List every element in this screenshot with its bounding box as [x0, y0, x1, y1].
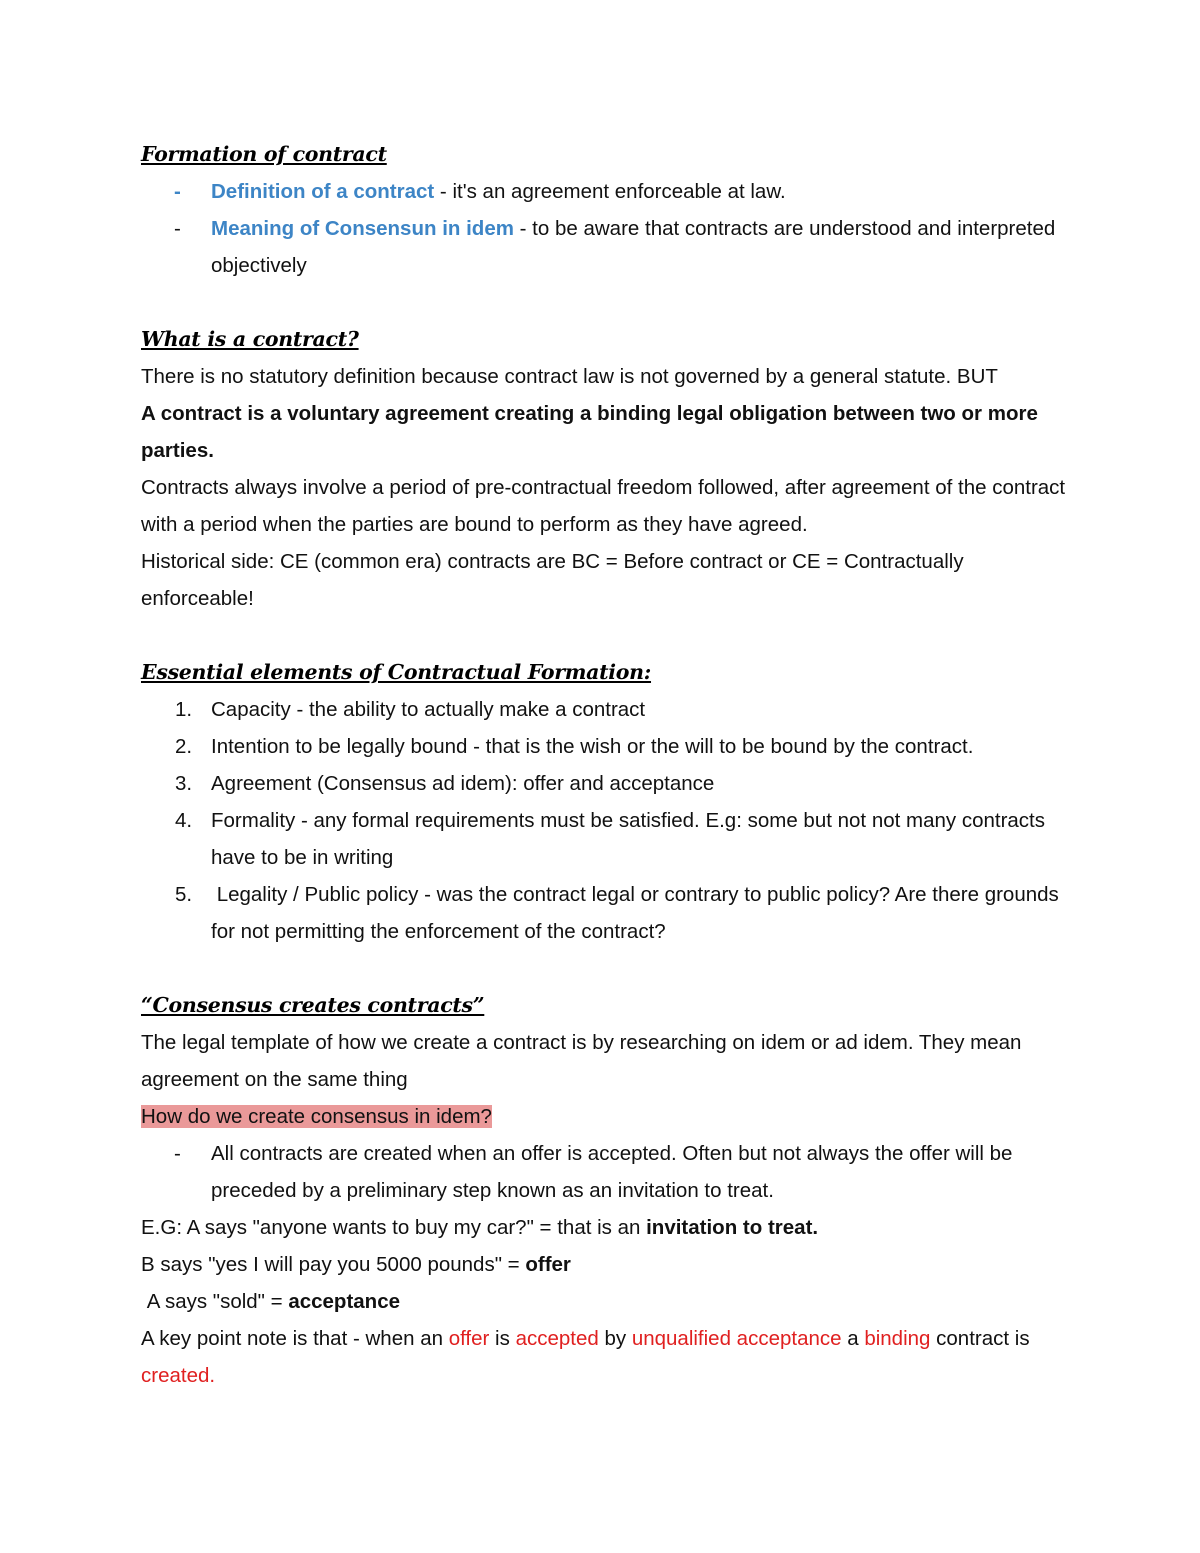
- item-text: All contracts are created when an offer is accepted. Often but not always the offer will be preceded by a preliminary step known as an invitation to treat.: [211, 1142, 1013, 1202]
- key-text: contract is: [930, 1327, 1030, 1350]
- example-bold: offer: [525, 1253, 571, 1276]
- example-text: B says "yes I will pay you 5000 pounds" =: [141, 1253, 526, 1276]
- list-item: [141, 1135, 1071, 1209]
- document-page: [141, 130, 1071, 1394]
- numbered-item: [141, 765, 1071, 802]
- bullet-dash: -: [174, 1142, 181, 1165]
- paragraph-legal-template: The legal template of how we create a contract is by researching on idem or ad idem. They mean agreement on the same thing: [141, 1031, 1022, 1091]
- term-definition: Definition of a contract: [211, 180, 435, 203]
- key-red-created: created.: [141, 1364, 216, 1387]
- key-red-unqualified: unqualified acceptance: [631, 1327, 842, 1350]
- paragraph-key-point: [141, 1320, 1071, 1394]
- highlight-text: How do we create consensus in idem?: [141, 1105, 492, 1128]
- key-text: A key point note is that - when an: [141, 1327, 449, 1350]
- paragraph-historical-side: Historical side: CE (common era) contracts are BC = Before contract or CE = Contractually enforceable!: [141, 550, 964, 610]
- key-red-offer: offer: [448, 1327, 490, 1350]
- heading-formation-of-contract: Formation of contract: [141, 142, 387, 166]
- example-acceptance: [141, 1283, 1071, 1320]
- example-bold: invitation to treat.: [646, 1216, 819, 1239]
- bullet-dash: -: [174, 217, 181, 240]
- item-number: 2.: [175, 735, 193, 758]
- paragraph-no-statutory-definition: There is no statutory definition because contract law is not governed by a general statute. BUT: [141, 365, 998, 388]
- key-text: a: [841, 1327, 865, 1350]
- key-text: by: [598, 1327, 632, 1350]
- heading-consensus-creates-contracts: “Consensus creates contracts”: [141, 993, 485, 1017]
- example-bold: acceptance: [288, 1290, 400, 1313]
- example-offer: [141, 1246, 1071, 1283]
- item-text: Formality - any formal requirements must be satisfied. E.g: some but not not many contracts have to be in writing: [211, 809, 1046, 869]
- bullet-dash: -: [174, 180, 181, 203]
- paragraph-contract-definition: A contract is a voluntary agreement creating a binding legal obligation between two or more parties.: [141, 402, 1038, 462]
- item-text: Agreement (Consensus ad idem): offer and acceptance: [211, 772, 715, 795]
- list-item: [141, 210, 1071, 284]
- item-number: 3.: [175, 772, 193, 795]
- term-definition-text: - it's an agreement enforceable at law.: [434, 180, 786, 203]
- example-text: E.G: A says "anyone wants to buy my car?" = that is an: [141, 1216, 647, 1239]
- numbered-item: [141, 691, 1071, 728]
- item-number: 4.: [175, 809, 193, 832]
- key-red-accepted: accepted: [515, 1327, 599, 1350]
- item-text: Intention to be legally bound - that is the wish or the will to be bound by the contract.: [211, 735, 974, 758]
- item-number: 5.: [175, 883, 193, 906]
- numbered-item: [141, 728, 1071, 765]
- highlighted-question: [141, 1098, 1071, 1135]
- item-text: Capacity - the ability to actually make a contract: [211, 698, 646, 721]
- paragraph-pre-contractual: Contracts always involve a period of pre-contractual freedom followed, after agreement of the contract with a period when the parties are bound to perform as they have agreed.: [141, 476, 1066, 536]
- example-invitation: [141, 1209, 1071, 1246]
- heading-essential-elements: Essential elements of Contractual Formation:: [141, 660, 652, 684]
- key-red-binding: binding: [864, 1327, 931, 1350]
- numbered-item: [141, 802, 1071, 876]
- key-text: is: [489, 1327, 516, 1350]
- term-consensus-text: - to be aware that contracts are understood and interpreted objectively: [211, 217, 1056, 277]
- numbered-item: [141, 876, 1071, 950]
- term-consensus: Meaning of Consensun in idem: [211, 217, 514, 240]
- example-text: A says "sold" =: [141, 1290, 289, 1313]
- heading-what-is-a-contract: What is a contract?: [141, 327, 359, 351]
- list-item: [141, 173, 1071, 210]
- item-number: 1.: [175, 698, 193, 721]
- item-text: Legality / Public policy - was the contract legal or contrary to public policy? Are there grounds for not permitting the enforcement of the contract?: [211, 883, 1065, 943]
